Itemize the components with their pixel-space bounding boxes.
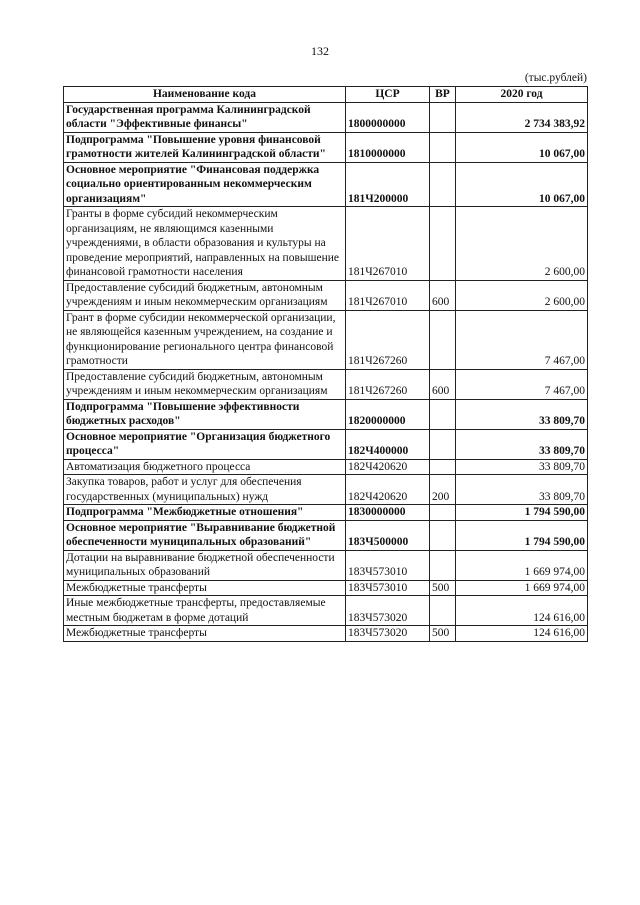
row-csr: 182Ч420620	[346, 459, 430, 475]
row-vr	[430, 102, 456, 132]
row-name: Предоставление субсидий бюджетным, автономным учреждениям и иным некоммерческим организациям	[64, 369, 346, 399]
table-row	[64, 399, 588, 429]
row-amount: 2 600,00	[456, 207, 588, 281]
row-csr: 181Ч267010	[346, 280, 430, 310]
row-amount: 10 067,00	[456, 162, 588, 207]
row-name: Грант в форме субсидии некоммерческой организации, не являющейся казенным учреждением, на создание и функционирование регионального центра финансовой грамотности	[64, 310, 346, 369]
table-row	[64, 580, 588, 596]
row-name: Подпрограмма "Межбюджетные отношения"	[64, 505, 346, 521]
table-row	[64, 280, 588, 310]
row-csr: 1810000000	[346, 132, 430, 162]
row-amount: 124 616,00	[456, 626, 588, 642]
row-vr	[430, 399, 456, 429]
table-row	[64, 520, 588, 550]
row-amount: 124 616,00	[456, 596, 588, 626]
table-row	[64, 369, 588, 399]
units-label: (тыс.рублей)	[524, 72, 587, 84]
row-vr	[430, 429, 456, 459]
row-name: Иные межбюджетные трансферты, предоставляемые местным бюджетам в форме дотаций	[64, 596, 346, 626]
row-amount: 2 600,00	[456, 280, 588, 310]
table-row	[64, 626, 588, 642]
row-csr: 1820000000	[346, 399, 430, 429]
row-amount: 2 734 383,92	[456, 102, 588, 132]
row-csr: 1800000000	[346, 102, 430, 132]
row-csr: 182Ч420620	[346, 475, 430, 505]
row-csr: 181Ч200000	[346, 162, 430, 207]
row-vr	[430, 596, 456, 626]
row-vr	[430, 162, 456, 207]
row-amount: 7 467,00	[456, 310, 588, 369]
row-amount: 33 809,70	[456, 459, 588, 475]
row-name: Предоставление субсидий бюджетным, автономным учреждениям и иным некоммерческим организациям	[64, 280, 346, 310]
row-vr: 600	[430, 280, 456, 310]
row-name: Государственная программа Калининградской области "Эффективные финансы"	[64, 102, 346, 132]
row-csr: 1830000000	[346, 505, 430, 521]
table-header-row	[64, 87, 588, 103]
table-row	[64, 132, 588, 162]
table-row	[64, 475, 588, 505]
row-vr	[430, 310, 456, 369]
row-name: Подпрограмма "Повышение эффективности бюджетных расходов"	[64, 399, 346, 429]
table-row	[64, 429, 588, 459]
row-amount: 7 467,00	[456, 369, 588, 399]
row-csr: 183Ч573010	[346, 580, 430, 596]
row-csr: 183Ч573020	[346, 626, 430, 642]
header-csr: ЦСР	[346, 87, 430, 103]
table-row	[64, 596, 588, 626]
row-name: Основное мероприятие "Финансовая поддержка социально ориентированным некоммерческим организациям"	[64, 162, 346, 207]
row-csr: 181Ч267010	[346, 207, 430, 281]
row-vr	[430, 520, 456, 550]
row-vr: 200	[430, 475, 456, 505]
table-row	[64, 505, 588, 521]
row-amount: 10 067,00	[456, 132, 588, 162]
table-row	[64, 459, 588, 475]
row-name: Основное мероприятие "Организация бюджетного процесса"	[64, 429, 346, 459]
table-row	[64, 102, 588, 132]
row-name: Подпрограмма "Повышение уровня финансовой грамотности жителей Калининградской области"	[64, 132, 346, 162]
row-vr: 500	[430, 626, 456, 642]
row-name: Гранты в форме субсидий некоммерческим организациям, не являющимся казенными учреждениями, в области образования и культуры на проведение мероприятий, направленных на повышение финансовой грамотности населения	[64, 207, 346, 281]
row-vr: 600	[430, 369, 456, 399]
row-name: Межбюджетные трансферты	[64, 580, 346, 596]
table-row	[64, 162, 588, 207]
row-name: Автоматизация бюджетного процесса	[64, 459, 346, 475]
budget-table	[63, 86, 588, 642]
row-name: Основное мероприятие "Выравнивание бюджетной обеспеченности муниципальных образований"	[64, 520, 346, 550]
table-row	[64, 310, 588, 369]
row-vr	[430, 132, 456, 162]
row-name: Закупка товаров, работ и услуг для обеспечения государственных (муниципальных) нужд	[64, 475, 346, 505]
header-name: Наименование кода	[64, 87, 346, 103]
row-csr: 183Ч573010	[346, 550, 430, 580]
row-amount: 33 809,70	[456, 429, 588, 459]
row-vr: 500	[430, 580, 456, 596]
table-row	[64, 550, 588, 580]
row-name: Межбюджетные трансферты	[64, 626, 346, 642]
row-name: Дотации на выравнивание бюджетной обеспеченности муниципальных образований	[64, 550, 346, 580]
row-amount: 33 809,70	[456, 399, 588, 429]
row-vr	[430, 459, 456, 475]
row-csr: 181Ч267260	[346, 310, 430, 369]
header-year: 2020 год	[456, 87, 588, 103]
table-row	[64, 207, 588, 281]
row-csr: 183Ч500000	[346, 520, 430, 550]
row-vr	[430, 505, 456, 521]
row-amount: 1 669 974,00	[456, 550, 588, 580]
row-csr: 183Ч573020	[346, 596, 430, 626]
row-csr: 182Ч400000	[346, 429, 430, 459]
header-vr: ВР	[430, 87, 456, 103]
row-csr: 181Ч267260	[346, 369, 430, 399]
row-amount: 1 794 590,00	[456, 520, 588, 550]
row-amount: 1 669 974,00	[456, 580, 588, 596]
row-vr	[430, 550, 456, 580]
row-vr	[430, 207, 456, 281]
row-amount: 33 809,70	[456, 475, 588, 505]
row-amount: 1 794 590,00	[456, 505, 588, 521]
page-number: 132	[311, 44, 329, 58]
